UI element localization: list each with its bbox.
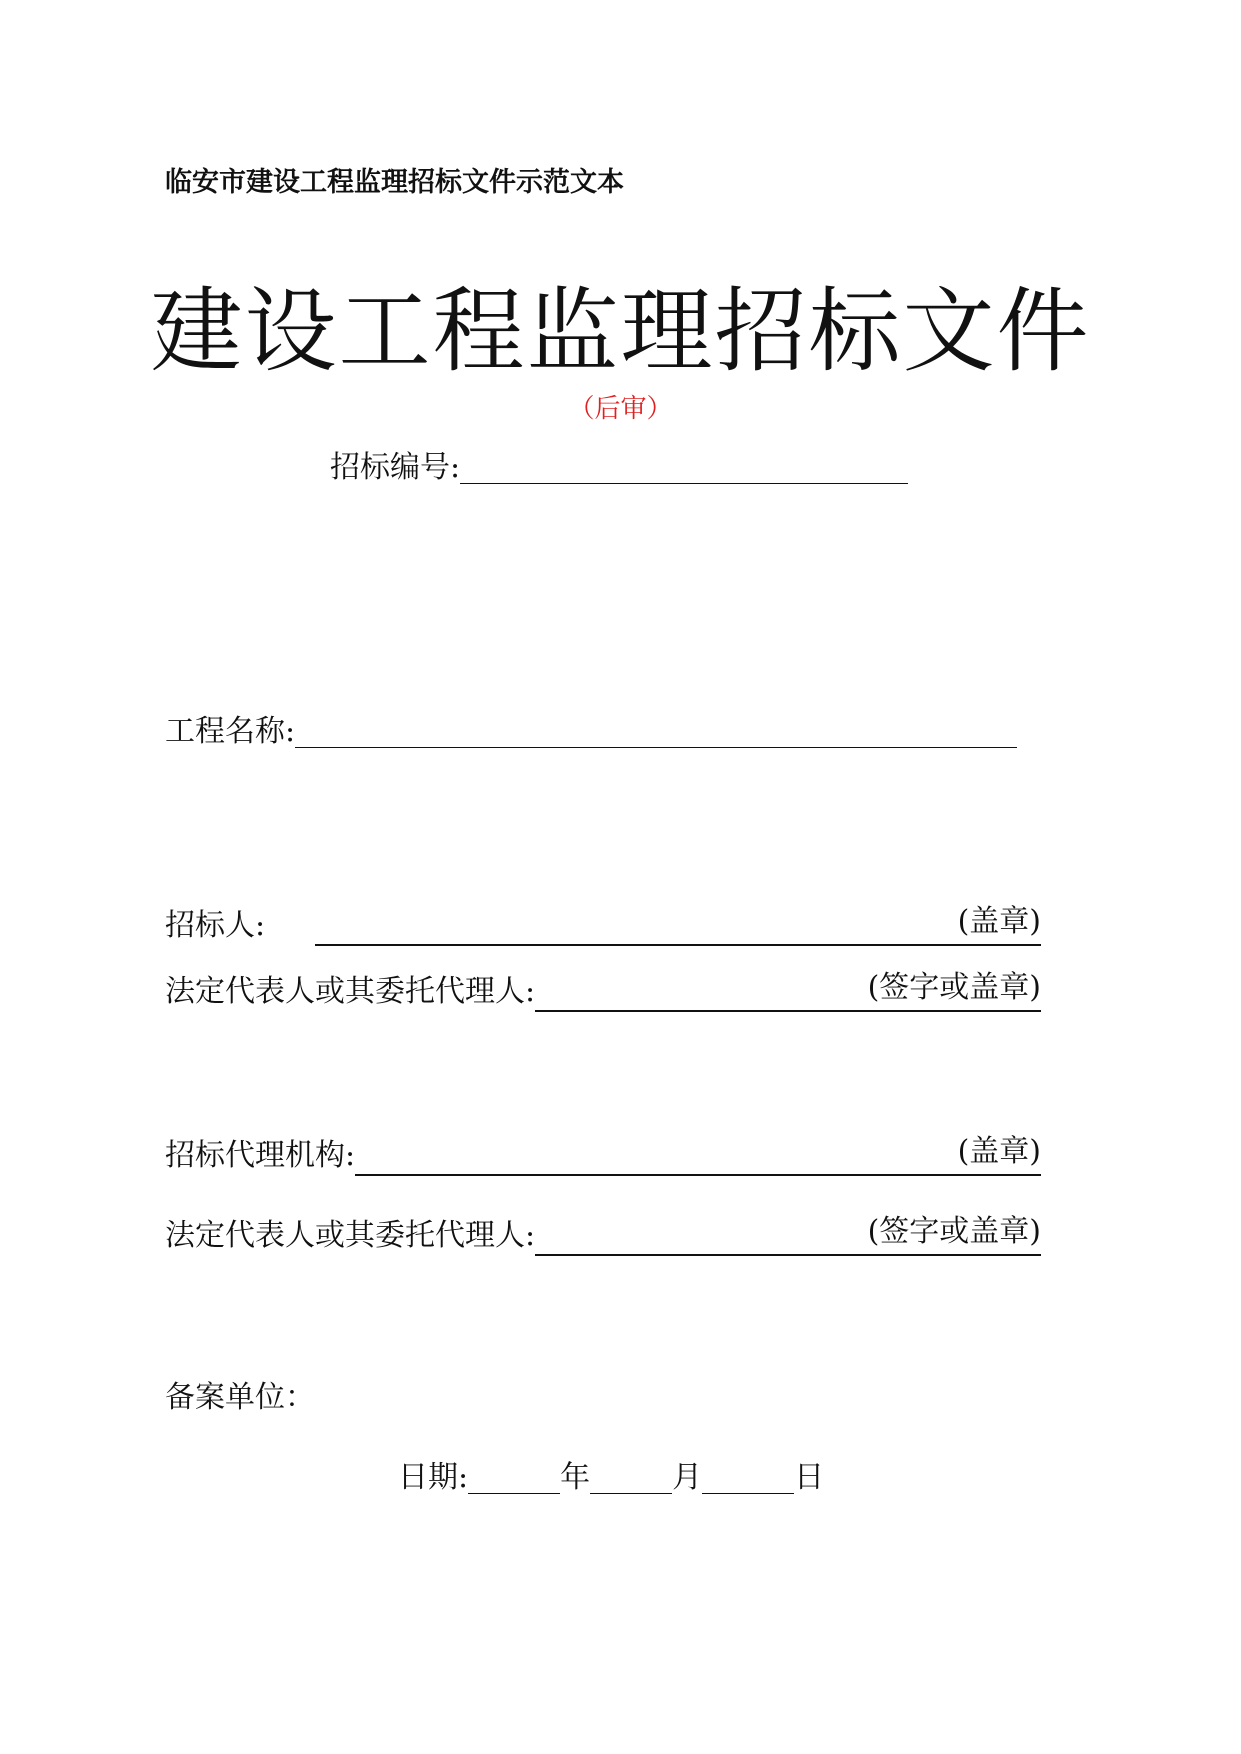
- agency-rep-sign-note: (签字或盖章): [867, 1214, 1041, 1249]
- project-name-label: 工程名称:: [165, 714, 296, 749]
- date-day-field[interactable]: [702, 1463, 794, 1494]
- date-year-field[interactable]: [468, 1463, 560, 1494]
- tender-number-row: [330, 448, 908, 488]
- filing-unit-label: 备案单位：: [165, 1380, 315, 1415]
- document-series-header: 临安市建设工程监理招标文件示范文本: [165, 167, 624, 198]
- tenderer-rep-field[interactable]: [535, 970, 1041, 1012]
- agency-seal-note: (盖章): [957, 1134, 1041, 1169]
- tenderer-rep-label: 法定代表人或其委托代理人:: [165, 974, 536, 1009]
- project-name-field[interactable]: [295, 717, 1017, 748]
- agency-rep-row: [165, 1216, 1041, 1256]
- document-subtitle: （后审）: [568, 394, 673, 424]
- filing-unit-row: [165, 1378, 315, 1418]
- date-label: 日期:: [398, 1460, 469, 1495]
- project-name-row: [165, 712, 1017, 752]
- agency-rep-label: 法定代表人或其委托代理人:: [165, 1218, 536, 1253]
- agency-rep-field[interactable]: [535, 1214, 1041, 1256]
- agency-row: [165, 1136, 1041, 1176]
- document-title: 建设工程监理招标文件: [150, 278, 1091, 385]
- agency-label: 招标代理机构:: [165, 1138, 356, 1173]
- date-year-label: 年: [560, 1460, 591, 1495]
- tenderer-row: [165, 906, 1041, 946]
- agency-field[interactable]: [355, 1134, 1041, 1176]
- date-row: [398, 1458, 824, 1498]
- tenderer-rep-row: [165, 972, 1041, 1012]
- tender-number-field[interactable]: [460, 453, 908, 484]
- date-day-label: 日: [794, 1460, 825, 1495]
- date-month-label: 月: [672, 1460, 703, 1495]
- date-month-field[interactable]: [590, 1463, 672, 1494]
- tenderer-rep-sign-note: (签字或盖章): [867, 970, 1041, 1005]
- tenderer-label: 招标人:: [165, 908, 266, 943]
- tender-number-label: 招标编号:: [330, 450, 461, 485]
- tenderer-field[interactable]: [315, 904, 1041, 946]
- tenderer-seal-note: (盖章): [957, 904, 1041, 939]
